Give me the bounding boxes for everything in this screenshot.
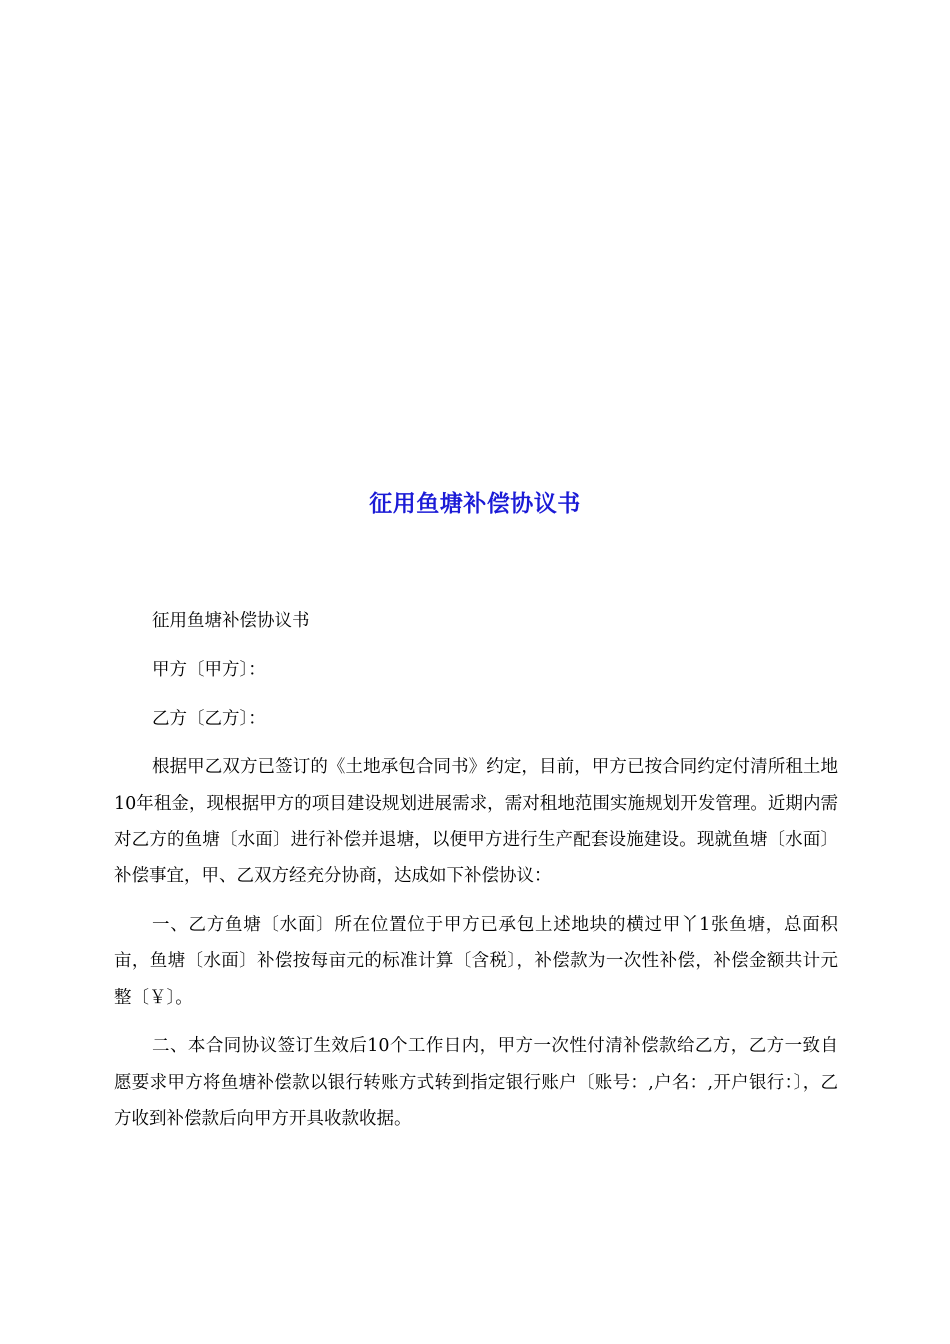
paragraph-clause-1: 一、乙方鱼塘〔水面〕所在位置位于甲方已承包上述地块的横过甲丫1张鱼塘，总面积亩，鱼塘〔水面〕补偿按每亩元的标准计算〔含税〕，补偿款为一次性补偿，补偿金额共计元整〔￥〕。 bbox=[114, 915, 838, 1008]
paragraph-party-b: 乙方〔乙方〕： bbox=[152, 708, 266, 729]
paragraph-heading: 征用鱼塘补偿协议书 bbox=[152, 611, 310, 631]
paragraph-party-a: 甲方〔甲方〕： bbox=[152, 659, 266, 680]
document-title: 征用鱼塘补偿协议书 bbox=[369, 491, 581, 517]
document-body bbox=[114, 603, 838, 1150]
paragraph-clause-2: 二、本合同协议签订生效后10个工作日内，甲方一次性付清补偿款给乙方，乙方一致自愿要求甲方将鱼塘补偿款以银行转账方式转到指定银行账户〔账号：,户名：,开户银行：〕，乙方收到补偿款后向甲方开具收款收据。 bbox=[114, 1036, 838, 1130]
paragraph-preamble: 根据甲乙双方已签订的《土地承包合同书》约定，目前，甲方已按合同约定付清所租土地10年租金，现根据甲方的项目建设规划进展需求，需对租地范围实施规划开发管理。近期内需对乙方的鱼塘〔水面〕进行补偿并退塘，以便甲方进行生产配套设施建设。现就鱼塘〔水面〕补偿事宜，甲、乙双方经充分协商，达成如下补偿协议： bbox=[114, 757, 838, 887]
